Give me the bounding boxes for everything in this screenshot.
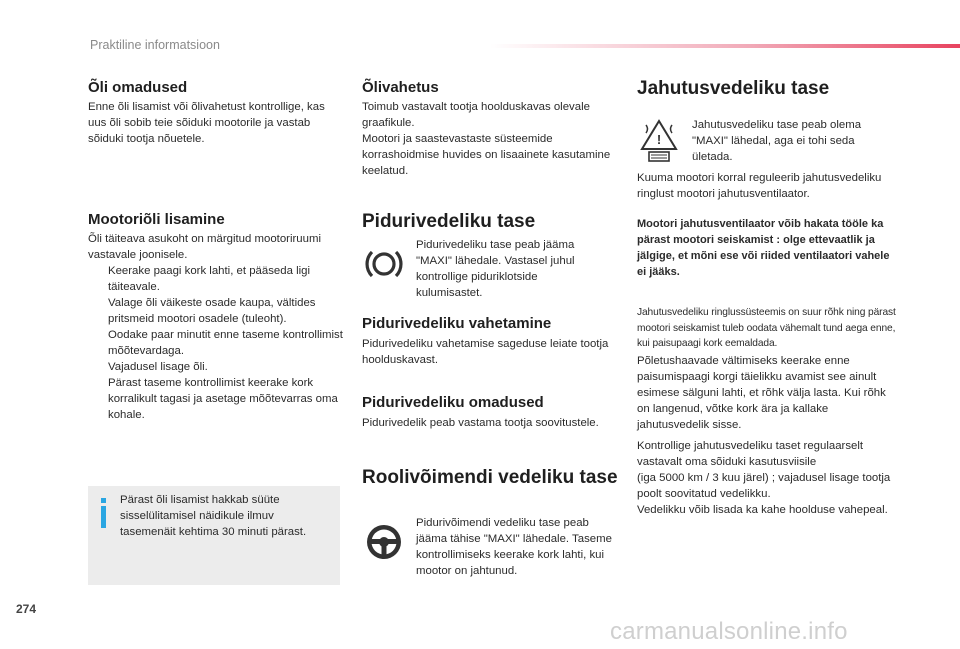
steering-fluid-heading: Roolivõimendi vedeliku tase <box>362 467 618 488</box>
oil-change-heading: Õlivahetus <box>362 79 439 96</box>
brake-fluid-change-text: Pidurivedeliku vahetamise sageduse leiate tootja hoolduskavast. <box>362 338 609 366</box>
coolant-burns-warning: Põletushaavade vältimiseks keerake enne paisumispaagi korgi täielikku avamist see ainult esimese sälguni lahti, et rõhk välja lasta. Kui rõhk on langenud, võtke kork ära ja kallake jahutusvedelik sisse. <box>637 355 886 431</box>
coolant-pressure-warning: Jahutusvedeliku ringlussüsteemis on suur rõhk ning pärast mootori seiskamist tuleb oodata vähemalt tund aega enne, kui paisupaagi kork eemaldada. <box>637 307 896 349</box>
page-number: 274 <box>16 602 37 616</box>
list-item: Valage õli väikeste osade kaupa, vältides pritsmeid mootori osadele (tuleoht). <box>108 297 316 325</box>
list-item: Oodake paar minutit enne taseme kontrollimist mõõtevardaga. <box>108 329 343 357</box>
svg-text:!: ! <box>656 132 662 147</box>
brake-fluid-props-heading: Pidurivedeliku omadused <box>362 394 544 411</box>
oil-change-text: Toimub vastavalt tootja hoolduskavas olevale graafikule. Mootori ja saastevastaste süsteemide korrashoidmise huvides on lisaainete kasutamine keelatud. <box>362 101 611 177</box>
header-rule <box>490 44 960 48</box>
oil-properties-heading: Õli omadused <box>88 79 188 96</box>
brake-fluid-level-heading: Pidurivedeliku tase <box>362 211 536 232</box>
list-item: Vajadusel lisage õli. <box>108 361 208 373</box>
oil-adding-steps <box>88 263 344 423</box>
section-header: Praktiline informatsioon <box>90 38 220 52</box>
brake-fluid-level-text: Pidurivedeliku tase peab jääma "MAXI" lähedale. Vastasel juhul kontrollige piduriklotside kulumisastet. <box>416 239 575 299</box>
oil-adding-body <box>88 231 344 423</box>
info-note-text: Pärast õli lisamist hakkab süüte sisselülitamisel näidikule ilmuv tasemenäit kehtima 30 minuti pärast. <box>120 494 307 538</box>
brake-fluid-change-heading: Pidurivedeliku vahetamine <box>362 315 552 332</box>
steering-wheel-icon <box>364 522 404 562</box>
brake-fluid-props-text: Pidurivedelik peab vastama tootja soovitustele. <box>362 417 599 429</box>
hot-coolant-warning-icon <box>640 119 678 163</box>
coolant-level-heading: Jahutusvedeliku tase <box>637 78 830 99</box>
oil-adding-intro: Õli täiteava asukoht on märgitud mootoriruumi vastavale joonisele. <box>88 233 321 261</box>
coolant-check-text: Kontrollige jahutusvedeliku taset regulaarselt vastavalt oma sõiduki kasutusviisile (iga 5000 km / 3 kuu järel) ; vajadusel lisage tootja poolt soovitatud vedelikku. Vedelikku võib lisada ka kahe hoolduse vahepeal. <box>637 440 891 516</box>
oil-adding-heading: Mootoriõli lisamine <box>88 211 225 228</box>
oil-properties-text: Enne õli lisamist või õlivahetust kontrollige, kas uus õli sobib teie sõiduki mootorile ja vastab sõiduki tootja nõuetele. <box>88 101 325 145</box>
list-item: Pärast taseme kontrollimist keerake kork korralikult tagasi ja asetage mõõtevarras oma kohale. <box>108 377 338 421</box>
coolant-fan-warning: Mootori jahutusventilaator võib hakata tööle ka pärast mootori seiskamist : olge ettevaatlik ja jälgige, et mõni ese või riided ventilaatori vahele ei jääks. <box>637 218 890 278</box>
coolant-level-icon-text: Jahutusvedeliku tase peab olema "MAXI" lähedal, aga ei tohi seda ületada. <box>692 119 862 163</box>
info-note <box>88 486 340 585</box>
coolant-level-text: Kuuma mootori korral reguleerib jahutusvedeliku ringlust mootori jahutusventilaator. <box>637 172 882 200</box>
watermark: carmanualsonline.info <box>610 618 848 645</box>
brake-warning-icon <box>364 246 404 282</box>
info-icon <box>101 498 106 528</box>
steering-fluid-text: Pidurivõimendi vedeliku tase peab jääma tähise "MAXI" lähedale. Taseme kontrollimiseks keerake kork lahti, kui mootor on jahtunud. <box>416 517 612 577</box>
list-item: Keerake paagi kork lahti, et pääseda ligi täiteavale. <box>108 265 310 293</box>
